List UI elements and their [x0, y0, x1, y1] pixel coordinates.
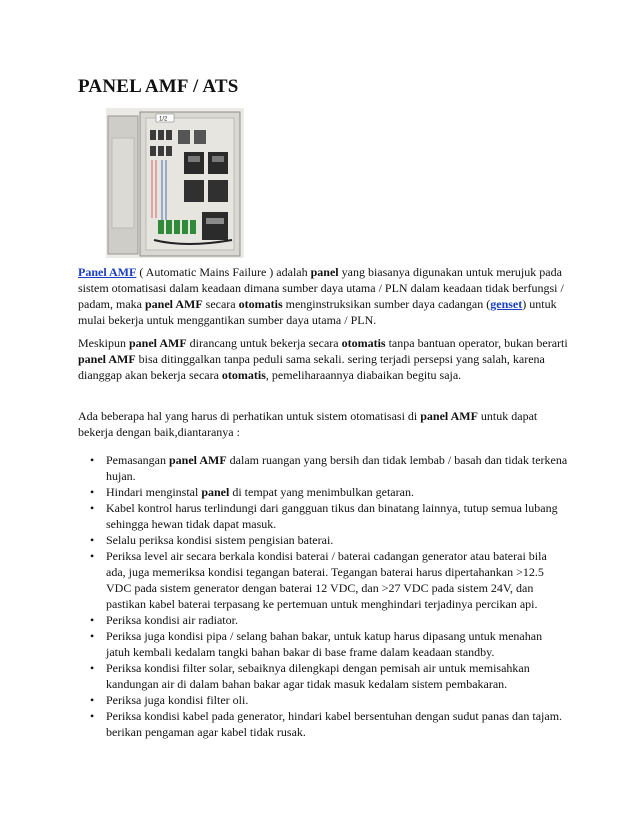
- bold-text: otomatis: [221, 368, 266, 382]
- maintenance-paragraph: [78, 335, 568, 383]
- genset-link[interactable]: genset: [490, 297, 523, 311]
- intro-paragraph: [78, 264, 568, 328]
- text-run: dalam ruangan yang bersih dan tidak lembab / basah dan tidak terkena hujan.: [106, 453, 568, 483]
- text-run: Periksa level air secara berkala kondisi baterai / baterai cadangan generator atau baterai bila ada, juga memeriksa kondisi tegangan baterai. Tegangan baterai harus dipertahankan >12.5 VDC pada sistem generator dengan baterai 12 VDC, dan >27 VDC pada sistem 24V, dan pastikan kabel baterai terpasang ke pertemuan untuk menghindari terjadinya percikan api.: [106, 549, 547, 611]
- checklist-intro-paragraph: [78, 408, 568, 440]
- list-item: [78, 708, 568, 740]
- text-run: di tempat yang menimbulkan getaran.: [229, 485, 414, 499]
- text-run: Periksa kondisi kabel pada generator, hindari kabel bersentuhan dengan sudut panas dan tajam. berikan pengaman agar kabel tidak rusak.: [106, 709, 563, 739]
- bold-text: panel AMF: [78, 352, 136, 366]
- list-item: [78, 500, 568, 532]
- text-run: untuk dapat bekerja dengan baik,diantaranya :: [78, 409, 538, 439]
- text-run: Periksa kondisi air radiator.: [106, 613, 238, 627]
- list-item: [78, 612, 568, 628]
- list-item: [78, 628, 568, 660]
- text-run: secara: [202, 297, 239, 311]
- text-run: , pemeliharaannya diabaikan begitu saja.: [265, 368, 462, 382]
- text-run: menginstruksikan sumber daya cadangan (: [282, 297, 491, 311]
- list-item: [78, 452, 568, 484]
- text-run: Ada beberapa hal yang harus di perhatikan untuk sistem otomatisasi di: [78, 409, 421, 423]
- text-run: Hindari menginstal: [106, 485, 202, 499]
- bold-text: panel AMF: [168, 453, 227, 467]
- bold-text: otomatis: [341, 336, 386, 350]
- text-run: Kabel kontrol harus terlindungi dari gangguan tikus dan binatang lainnya, tutup semua lubang sehingga hewan tidak dapat masuk.: [106, 501, 558, 531]
- text-run: Periksa kondisi filter solar, sebaiknya dilengkapi dengan pemisah air untuk memisahkan kandungan air di dalam bahan bakar agar tidak masuk kedalam sistem pembakaran.: [106, 661, 530, 691]
- text-run: Periksa juga kondisi filter oli.: [106, 693, 249, 707]
- text-run: dirancang untuk bekerja secara: [186, 336, 342, 350]
- bold-text: panel: [201, 485, 230, 499]
- checklist: [78, 452, 568, 740]
- text-run: Periksa juga kondisi pipa / selang bahan bakar, untuk katup harus dipasang untuk menahan jatuh kembali kedalam tangki bahan bakar di base frame dalam keadaan standby.: [106, 629, 543, 659]
- text-run: bisa ditinggalkan tanpa peduli sama sekali. sering terjadi persepsi yang salah, karena dianggap akan bekerja secara: [78, 352, 545, 382]
- bold-text: panel AMF: [129, 336, 187, 350]
- text-run: Meskipun: [78, 336, 129, 350]
- bold-text: panel AMF: [420, 409, 478, 423]
- list-item: [78, 548, 568, 612]
- panel-amf-link[interactable]: Panel AMF: [78, 265, 137, 279]
- text-run: yang biasanya digunakan untuk merujuk pada sistem otomatisasi dalam keadaan dimana sumber daya utama / PLN dalam keadaan tidak berfungsi / padam, maka: [78, 265, 564, 311]
- text-run: Selalu periksa kondisi sistem pengisian baterai.: [106, 533, 334, 547]
- text-run: ( Automatic Mains Failure ) adalah: [136, 265, 311, 279]
- page-title: PANEL AMF / ATS: [78, 76, 239, 97]
- photo-label: 1/2: [159, 116, 168, 123]
- bold-text: panel AMF: [144, 297, 203, 311]
- bold-text: otomatis: [238, 297, 283, 311]
- list-item: [78, 660, 568, 692]
- list-item: [78, 692, 568, 708]
- text-run: tanpa bantuan operator, bukan berarti: [385, 336, 568, 350]
- text-run: Pemasangan: [106, 453, 169, 467]
- list-item: [78, 484, 568, 500]
- panel-amf-photo: [106, 108, 244, 258]
- text-run: ) untuk mulai bekerja untuk menggantikan sumber daya utama / PLN.: [78, 297, 557, 327]
- list-item: [78, 532, 568, 548]
- bold-text: panel: [310, 265, 339, 279]
